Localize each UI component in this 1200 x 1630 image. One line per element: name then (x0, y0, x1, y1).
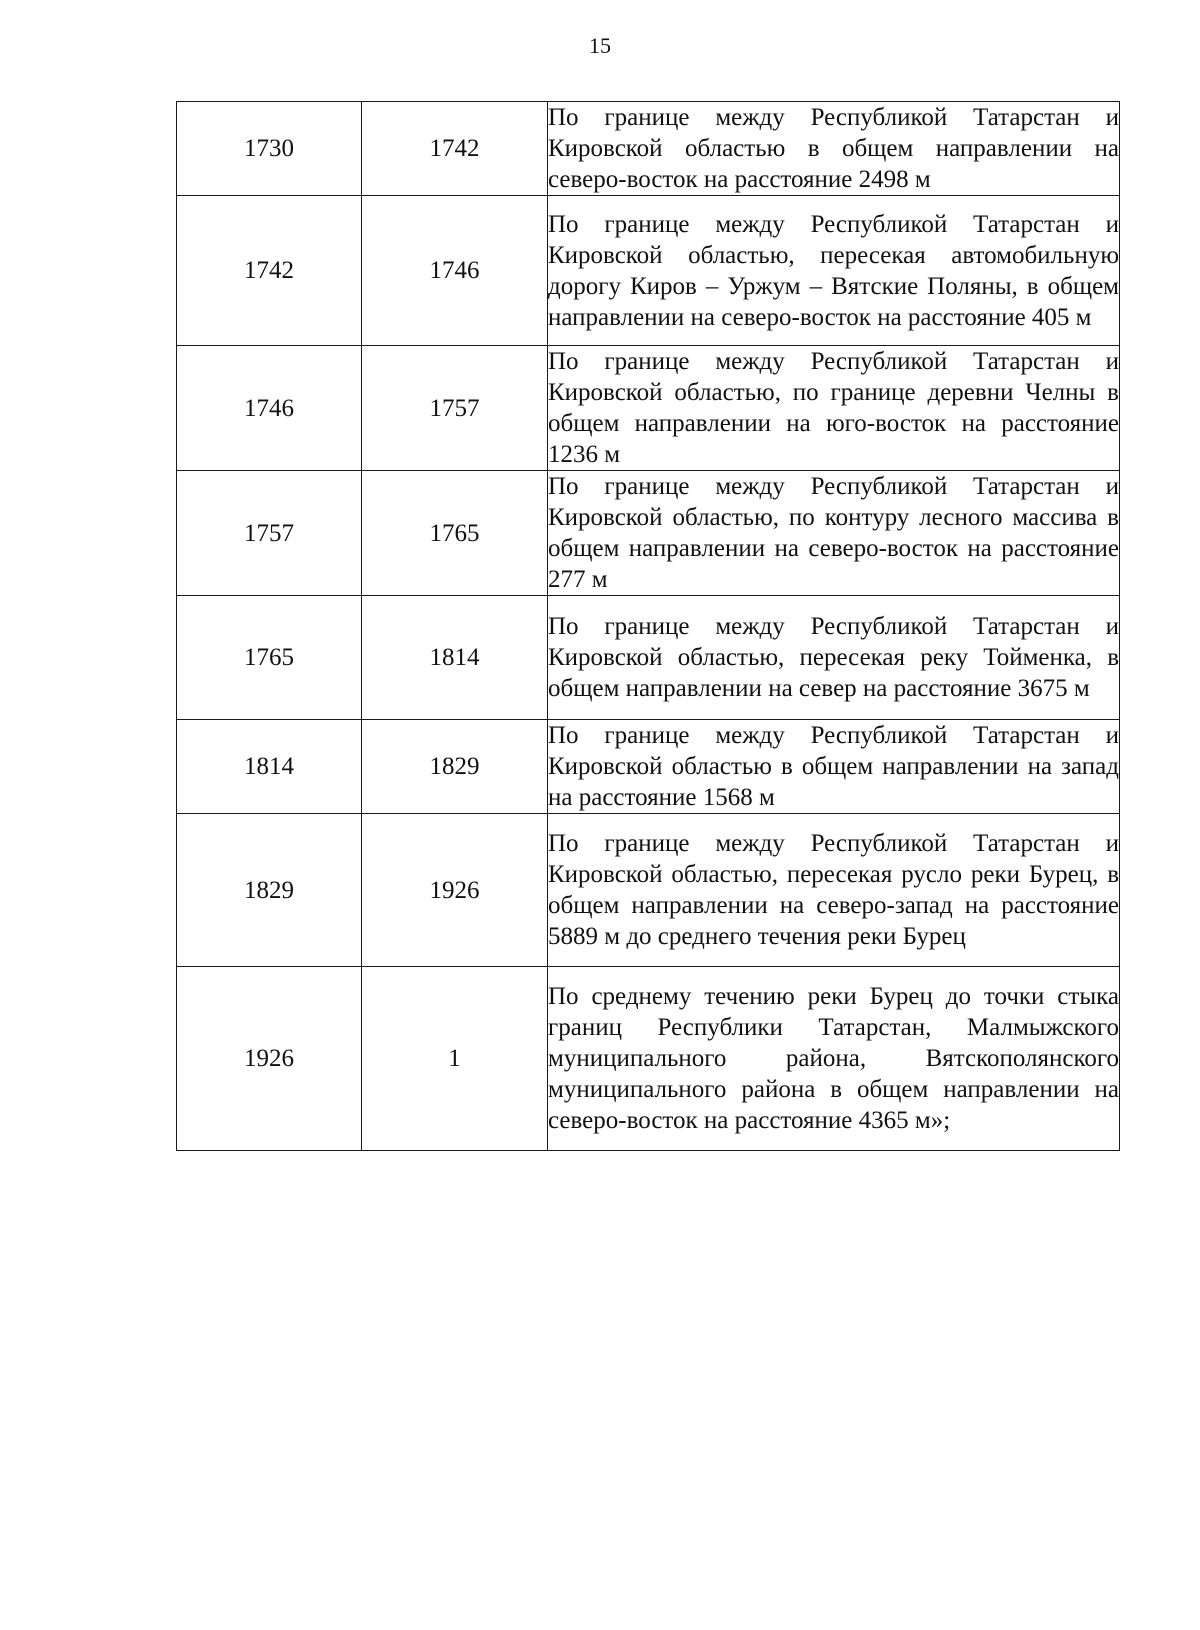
route-description: По границе между Республикой Татарстан и Кировской областью в общем направлении на запад на расстояние 1568 м (548, 720, 1120, 814)
route-description: По границе между Республикой Татарстан и Кировской областью, пересекая реку Тойменка, в общем направлении на север на расстояние 3675 м (548, 596, 1120, 720)
from-point: 1757 (177, 471, 362, 596)
from-point: 1746 (177, 346, 362, 471)
route-description: По границе между Республикой Татарстан и Кировской областью, пересекая автомобильную дорогу Киров – Уржум – Вятские Поляны, в общем направлении на северо-восток на расстояние 405 м (548, 196, 1120, 346)
table-row (177, 720, 1120, 814)
page-number: 15 (589, 33, 611, 58)
table-row (177, 102, 1120, 196)
to-point: 1742 (362, 102, 548, 196)
to-point: 1765 (362, 471, 548, 596)
from-point: 1829 (177, 814, 362, 967)
table-row (177, 814, 1120, 967)
to-point: 1 (362, 967, 548, 1151)
table-row (177, 346, 1120, 471)
table-row (177, 196, 1120, 346)
to-point: 1757 (362, 346, 548, 471)
table-row (177, 596, 1120, 720)
from-point: 1730 (177, 102, 362, 196)
route-description: По границе между Республикой Татарстан и Кировской областью, по границе деревни Челны в общем направлении на юго-восток на расстояние 1236 м (548, 346, 1120, 471)
to-point: 1926 (362, 814, 548, 967)
table-row (177, 967, 1120, 1151)
route-description: По среднему течению реки Бурец до точки стыка границ Республики Татарстан, Малмыжского муниципального района, Вятскополянского муниципального района в общем направлении на северо-восток на расстояние 4365 м»; (548, 967, 1120, 1151)
route-description: По границе между Республикой Татарстан и Кировской областью, по контуру лесного массива в общем направлении на северо-восток на расстояние 277 м (548, 471, 1120, 596)
route-description: По границе между Республикой Татарстан и Кировской областью, пересекая русло реки Бурец, в общем направлении на северо-запад на расстояние 5889 м до среднего течения реки Бурец (548, 814, 1120, 967)
from-point: 1814 (177, 720, 362, 814)
route-description: По границе между Республикой Татарстан и Кировской областью в общем направлении на северо-восток на расстояние 2498 м (548, 102, 1120, 196)
from-point: 1765 (177, 596, 362, 720)
table-row (177, 471, 1120, 596)
to-point: 1829 (362, 720, 548, 814)
to-point: 1814 (362, 596, 548, 720)
to-point: 1746 (362, 196, 548, 346)
boundary-table (176, 101, 1120, 1151)
from-point: 1926 (177, 967, 362, 1151)
from-point: 1742 (177, 196, 362, 346)
